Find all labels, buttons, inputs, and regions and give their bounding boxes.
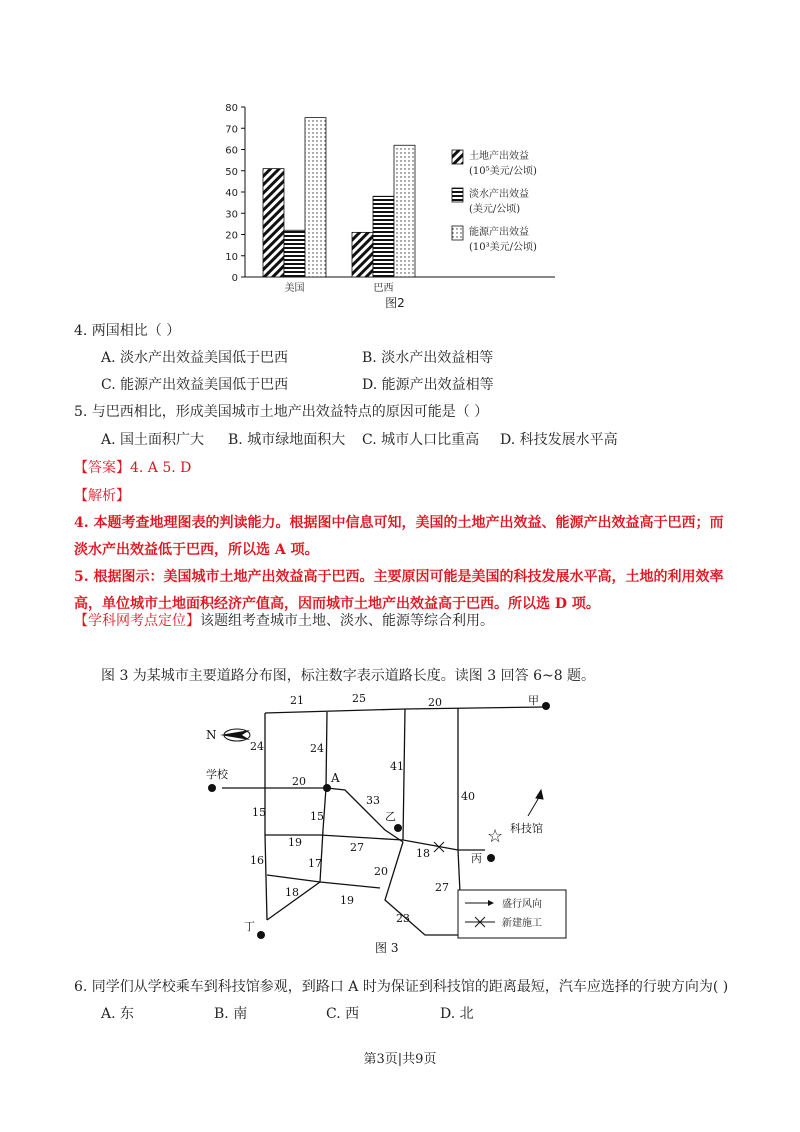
y-tick-label: 20	[225, 230, 238, 242]
y-tick-label: 10	[225, 251, 238, 263]
answer-block	[74, 457, 191, 477]
analysis-line-4: 高，单位城市土地面积经济产值高，因而城市土地产出效益高于巴西。所以选 D 项。	[74, 596, 600, 612]
y-tick-label: 50	[225, 166, 238, 178]
y-tick-label: 30	[225, 209, 238, 221]
road-length-label: 27	[350, 841, 364, 854]
q4-option-b: B. 淡水产出效益相等	[362, 350, 494, 366]
road-length-label: 24	[250, 740, 264, 753]
map-legend-box	[458, 890, 566, 938]
wind-arrow-icon	[528, 790, 543, 816]
answer-label: 【答案】	[74, 460, 130, 476]
road-length-label: 21	[290, 694, 304, 707]
school-label: 学校	[206, 768, 228, 781]
q5-option-c: C. 城市人口比重高	[362, 432, 480, 448]
ding-point	[257, 931, 265, 939]
legend-series-unit: (10³美元/公顷)	[469, 242, 537, 253]
q4-option-c: C. 能源产出效益美国低于巴西	[101, 377, 289, 393]
answer-text: 4. A 5. D	[130, 460, 192, 476]
road-lower	[267, 875, 380, 888]
y-tick-label: 60	[225, 145, 238, 157]
bar-0-0	[263, 169, 284, 277]
q5-option-a: A. 国土面积广大	[101, 432, 205, 448]
road-length-label: 17	[308, 857, 322, 870]
bar-1-0	[352, 232, 373, 277]
map-intro: 图 3 为某城市主要道路分布图，标注数字表示道路长度。读图 3 回答 6~8 题。	[101, 668, 596, 684]
bar-0-1	[284, 230, 305, 277]
bar-0-2	[305, 118, 326, 277]
north-label: N	[206, 728, 217, 742]
road-length-label: 20	[374, 865, 388, 878]
road-length-label: 33	[366, 794, 380, 807]
yi-label: 乙	[385, 810, 396, 823]
legend-swatch	[452, 226, 463, 240]
bar-1-1	[373, 196, 394, 277]
q6-option-a: A. 东	[101, 1006, 135, 1022]
legend-swatch	[452, 188, 463, 202]
legend-series-name: 土地产出效益	[469, 151, 529, 162]
road-length-label: 24	[310, 742, 324, 755]
school-point	[208, 784, 216, 792]
analysis-label: 【解析】	[74, 488, 130, 504]
bing-label: 丙	[471, 852, 482, 865]
road-length-label: 18	[285, 886, 299, 899]
legend-series-name: 能源产出效益	[469, 227, 529, 238]
road-length-label: 41	[390, 760, 404, 773]
road-length-label: 25	[352, 692, 366, 705]
road-length-label: 18	[416, 847, 430, 860]
chart-title: 图2	[385, 296, 405, 310]
q6-option-c: C. 西	[326, 1006, 360, 1022]
kaodian-label: 【学科网考点定位】	[74, 613, 200, 629]
bar-1-2	[394, 145, 415, 277]
q4-option-d: D. 能源产出效益相等	[362, 377, 494, 393]
road-length-label: 20	[428, 696, 442, 709]
jia-point	[542, 702, 550, 710]
legend-series-unit: (10⁵美元/公顷)	[469, 166, 537, 177]
road-length-label: 19	[340, 894, 354, 907]
ding-label: 丁	[244, 920, 255, 933]
legend-wind: 盛行风向	[502, 899, 542, 910]
jia-label: 甲	[528, 694, 539, 707]
q4-option-a: A. 淡水产出效益美国低于巴西	[101, 350, 289, 366]
legend-series-unit: (美元/公顷)	[469, 204, 521, 215]
q5-option-d: D. 科技发展水平高	[500, 432, 618, 448]
category-label: 美国	[284, 283, 305, 294]
analysis-line-1: 4. 本题考查地理图表的判读能力。根据图中信息可知，美国的土地产出效益、能源产出效益高于巴西；而	[74, 515, 724, 531]
q6-option-d: D. 北	[440, 1006, 474, 1022]
road-length-label: 16	[250, 854, 264, 867]
a-label: A	[331, 771, 340, 785]
kaodian-block	[74, 610, 494, 630]
bar-chart	[215, 95, 565, 320]
y-tick-label: 40	[225, 188, 238, 199]
page-footer: 第3页|共9页	[363, 1052, 437, 1067]
yi-point	[394, 824, 402, 832]
bing-point	[487, 854, 495, 862]
y-tick-label: 0	[231, 273, 238, 284]
road-length-label: 19	[288, 836, 302, 849]
kaodian-text: 该题组考查城市土地、淡水、能源等综合利用。	[200, 613, 494, 629]
map-title: 图 3	[375, 941, 399, 955]
road-length-label: 40	[461, 790, 475, 803]
road-map	[200, 690, 600, 960]
analysis-line-2: 淡水产出效益低于巴西，所以选 A 项。	[74, 542, 319, 558]
y-tick-label: 70	[225, 124, 238, 136]
q4-stem: 4. 两国相比（ ）	[74, 323, 181, 339]
road-length-label: 15	[310, 810, 324, 823]
legend-series-name: 淡水产出效益	[469, 189, 529, 200]
road-v3	[403, 709, 405, 840]
road-length-label: 23	[396, 912, 410, 925]
museum-label: 科技馆	[510, 822, 543, 835]
legend-swatch	[452, 150, 463, 164]
q5-stem: 5. 与巴西相比，形成美国城市土地产出效益特点的原因可能是（ ）	[74, 404, 489, 420]
road-length-label: 27	[435, 881, 449, 894]
q6-stem: 6. 同学们从学校乘车到科技馆参观，到路口 A 时为保证到科技馆的距离最短，汽车应选择的行驶方向为( )	[74, 979, 729, 995]
y-tick-label: 80	[225, 103, 238, 114]
a-point	[323, 784, 331, 792]
north-arrow-icon	[206, 728, 250, 742]
museum-star-icon: ☆	[487, 826, 504, 847]
road-length-label: 20	[292, 775, 306, 788]
legend-construction: 新建施工	[502, 918, 542, 929]
road-length-label: 15	[252, 806, 266, 819]
category-label: 巴西	[373, 283, 394, 294]
analysis-line-3: 5. 根据图示：美国城市土地产出效益高于巴西。主要原因可能是美国的科技发展水平高，土地的利用效率	[74, 569, 724, 585]
q6-option-b: B. 南	[214, 1006, 248, 1022]
q5-option-b: B. 城市绿地面积大	[228, 432, 346, 448]
